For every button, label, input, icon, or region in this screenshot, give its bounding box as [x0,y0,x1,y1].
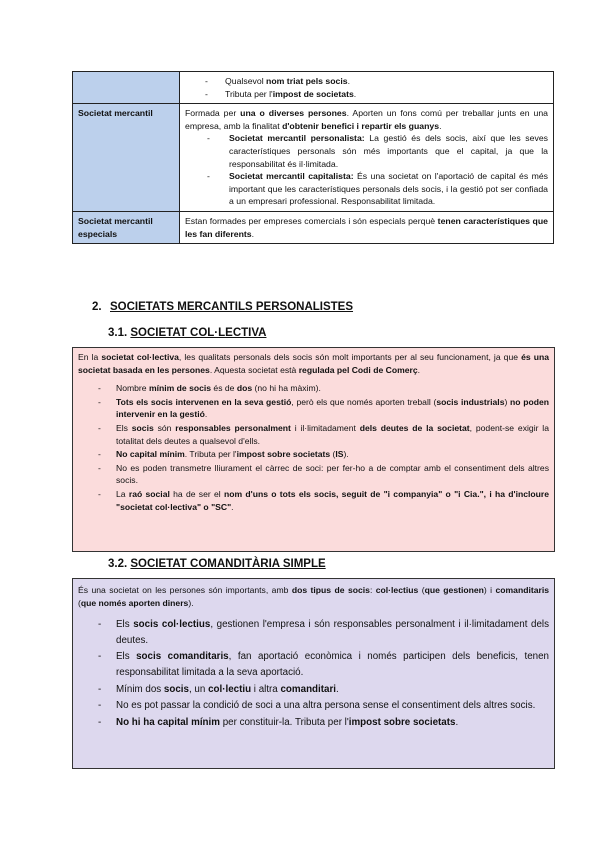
colectiva-intro: En la societat col·lectiva, les qualitats personals dels socis són molt importants per al seu funcionament, ja que és una societat basada en les persones. Aquesta societat està regulada pel Codi de Comerç. [78,352,549,375]
colectiva-box [72,347,555,552]
row-description: Estan formades per empreses comercials i són especials perquè tenen característiques que les fan diferents. [180,211,554,243]
row-label: Societat mercantil especials [73,211,180,243]
list-item: - Societat mercantil personalista: La gestió és dels socis, així que les seves característiques personals són més importants que el capital, ja que la responsabilitat és il·limitada. [185,132,548,170]
table-row [73,72,554,104]
list-item: - Nombre mínim de socis és de dos (no hi ha màxim). [78,382,549,395]
list-item: - No es poden transmetre lliurament el càrrec de soci: per fer-ho a de comptar amb el consentiment dels altres socis. [78,462,549,487]
list-item: - Tributa per l'impost de societats. [185,88,548,101]
list-item: - No hi ha capital mínim per constituir-la. Tributa per l'impost sobre societats. [78,715,549,731]
colectiva-list [78,382,549,513]
list-item: - Els socis són responsables personalment i il·limitadament dels deutes de la societat, podent-se exigir la totalitat dels deutes a qualsevol d'ells. [78,422,549,447]
list-item: - Societat mercantil capitalista: És una societat on l'aportació de capital és més important que les característiques personals dels socis, i la gestió pot ser confiada a un empresari professional. Responsabilitat limitada. [185,170,548,208]
comanditaria-box [72,578,555,769]
comanditaria-list [78,617,549,730]
list-item: - No capital mínim. Tributa per l'impost sobre societats (IS). [78,448,549,461]
comanditaria-intro: És una societat on les persones són importants, amb dos tipus de socis: col·lectius (que gestionen) i comanditaris (que només aporten diners). [78,585,550,608]
row-description [180,72,554,104]
list-item: - La raó social ha de ser el nom d'uns o tots els socis, seguit de "i companyia" o "i Cia.", i ha d'incloure "societat col·lectiva" o "SC". [78,488,549,513]
list-item: - Qualsevol nom triat pels socis. [185,75,548,88]
section-heading: 2. SOCIETATS MERCANTILS PERSONALISTES [92,301,354,313]
list-item: - Els socis comanditaris, fan aportació econòmica i només participen dels beneficis, tenen responsabilitat limitada a la seva aportació. [78,649,549,680]
societies-table [72,71,554,244]
row-label [73,72,180,104]
list-item: - Tots els socis intervenen en la seva gestió, però els que només aporten treball (socis industrials) no poden intervenir en la gestió. [78,396,549,421]
list-item: - Mínim dos socis, un col·lectiu i altra comanditari. [78,682,549,698]
subsection-heading: 3.2. SOCIETAT COMANDITÀRIA SIMPLE [108,558,326,570]
table-row [73,211,554,243]
row-label: Societat mercantil [73,104,180,212]
subsection-heading: 3.1. SOCIETAT COL·LECTIVA [108,327,267,339]
table-row [73,104,554,212]
row-description: Formada per una o diverses persones. Aporten un fons comú per treballar junts en una empresa, amb la finalitat d'obtenir benefici i repartir els guanys. - Societat mercantil personalista: La gestió és dels socis, així que les seves característiques personals són més importants que el capital, ja que la responsabilitat és il·limitada. - Societat mercantil capitalista: És una societat on l'aportació de capital és més important que les característiques personals dels socis, i la gestió pot ser confiada a un empresari professional. Responsabilitat limitada. [180,104,554,212]
list-item: - Els socis col·lectius, gestionen l'empresa i són responsables personalment i il·limitadament dels deutes. [78,617,549,648]
list-item: - No es pot passar la condició de soci a una altra persona sense el consentiment dels altres socis. [78,698,549,714]
